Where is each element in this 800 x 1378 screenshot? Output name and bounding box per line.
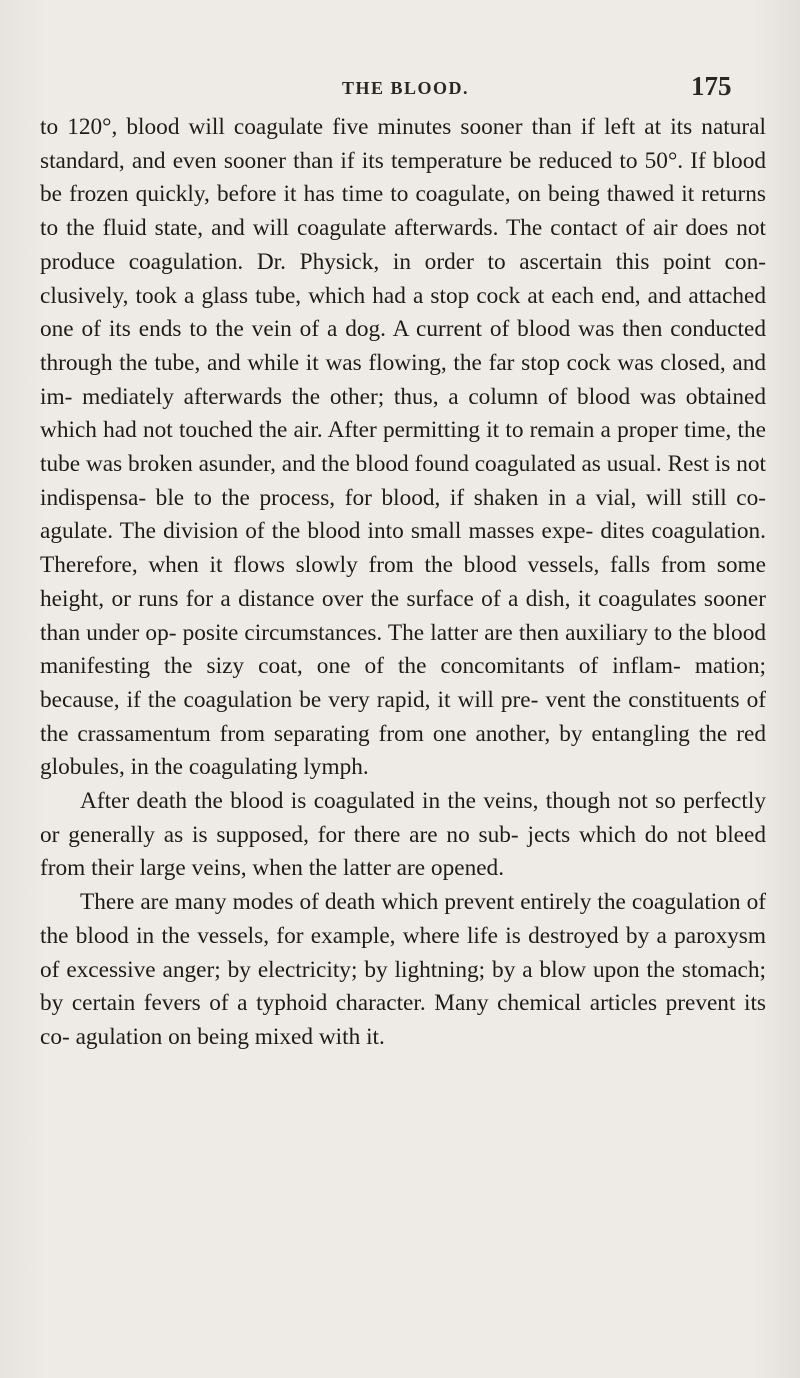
running-head-title: THE BLOOD.: [342, 78, 470, 98]
running-head: [0, 64, 800, 104]
page-number: 175: [691, 71, 732, 101]
paragraph-coagulation-conditions: to 120°, blood will coagulate five minutes sooner than if left at its natural standard, and even sooner than if its temperature be reduced to 50°. If blood be frozen quickly, before it has time to coagulate, on being thawed it returns to the fluid state, and will coagulate afterwards. The contact of air does not produce coagulation. Dr. Physick, in order to ascertain this point con- clusively, took a glass tube, which had a stop cock at each end, and attached one of its ends to the vein of a dog. A current of blood was then conducted through the tube, and while it was flowing, the far stop cock was closed, and im- mediately afterwards the other; thus, a column of blood was obtained which had not touched the air. After permitting it to remain a proper time, the tube was broken asunder, and the blood found coagulated as usual. Rest is not indispensa- ble to the process, for blood, if shaken in a vial, will still co- agulate. The division of the blood into small masses expe- dites coagulation. Therefore, when it flows slowly from the blood vessels, falls from some height, or runs for a distance over the surface of a dish, it coagulates sooner than under op- posite circumstances. The latter are then auxiliary to the blood manifesting the sizy coat, one of the concomitants of inflam- mation; because, if the coagulation be very rapid, it will pre- vent the constituents of the crassamentum from separating from one another, by entangling the red globules, in the coagulating lymph.: [40, 114, 766, 781]
body-text: [40, 111, 766, 1055]
paragraph-after-death: After death the blood is coagulated in the veins, though not so perfectly or generally as is supposed, for there are no sub- jects which do not bleed from their large veins, when the latter are opened.: [40, 788, 766, 882]
paragraph-modes-of-death: There are many modes of death which prevent entirely the coagulation of the blood in the vessels, for example, where life is destroyed by a paroxysm of excessive anger; by electricity; by lightning; by a blow upon the stomach; by certain fevers of a typhoid character. Many chemical articles prevent its co- agulation on being mixed with it.: [40, 889, 766, 1050]
